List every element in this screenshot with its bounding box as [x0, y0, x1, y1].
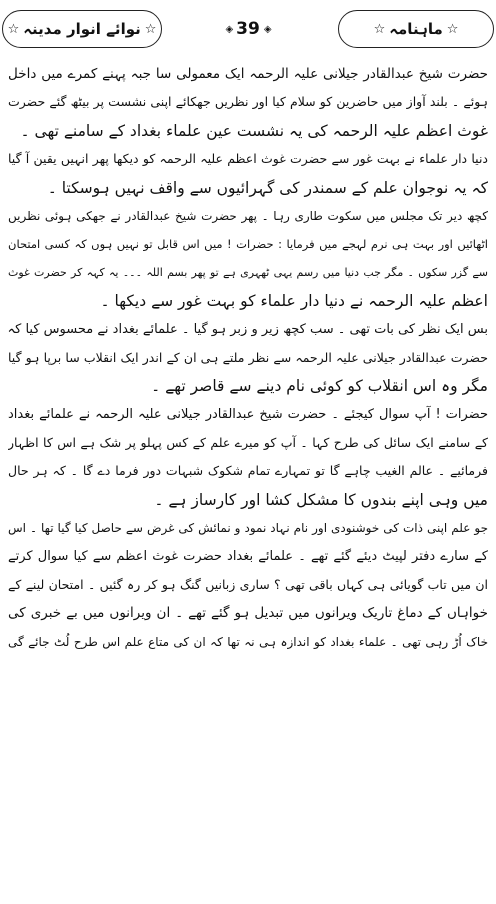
ornament-icon: ◈ [263, 23, 271, 35]
monthly-label: ماہنامہ [389, 20, 443, 38]
text-line: حضرات ! آپ سوال کیجئے ۔ حضرت شیخ عبدالقادر جیلانی علیہ الرحمہ نے علمائے بغداد [8, 406, 488, 422]
star-icon: ☆ [144, 21, 157, 37]
text-line: بس ایک نظر کی بات تھی ۔ سب کچھ زیر و زبر ہو گیا ۔ علمائے بغداد نے محسوس کیا کہ [8, 321, 488, 337]
text-line: خاک اُڑ رہی تھی ۔ علماء بغداد کو اندازہ ہی نہ تھا کہ ان کی متاع علم اس طرح لُٹ جائے گی [8, 634, 488, 649]
page-number-value: 39 [236, 19, 260, 39]
magazine-name-badge [2, 10, 162, 48]
text-line: فرمائیے ۔ عالم الغیب چاہے گا تو تمہارے تمام شکوک شبہات دور فرما دے گا ۔ کہ ہر حال [8, 463, 488, 479]
star-icon: ☆ [7, 21, 20, 37]
text-line: ہوئے ۔ بلند آواز میں حاضرین کو سلام کیا اور نظریں جھکائے اپنی نشست پر بیٹھ گئے حضرت [8, 94, 488, 110]
text-line: اٹھائیں اور بہت ہی نرم لہجے میں فرمایا : حضرات ! میں اس قابل تو نہیں ہوں کہ کسی امتحان [8, 237, 488, 252]
text-line: سے گزر سکوں ۔ مگر جب دنیا میں رسم یہی ٹھہری ہے تو پھر بسم اللہ ۔۔۔ یہ کہہ کر حضرت غوث [8, 265, 488, 279]
text-line: حضرت شیخ عبدالقادر جیلانی علیہ الرحمہ ایک معمولی سا جبہ پہنے کمرے میں داخل [8, 66, 488, 82]
monthly-badge [338, 10, 494, 48]
text-line: ان میں تاب گویائی ہی کہاں باقی تھی ؟ ساری زبانیں گنگ ہو کر رہ گئیں ۔ امتحان لینے کے [8, 577, 488, 593]
magazine-name: نوائے انوار مدینہ [23, 20, 141, 38]
text-line: خواہاں کے دماغ تاریک ویرانوں میں تبدیل ہو گئے تھے ۔ ان ویرانوں میں بے خبری کی [8, 605, 488, 622]
page-number [196, 14, 300, 44]
text-line: کے سارے دفتر لپیٹ دیئے گئے تھے ۔ علمائے بغداد حضرت غوث اعظم سے کیا سوال کرتے [8, 548, 488, 564]
text-line: کچھ دیر تک مجلس میں سکوت طاری رہا ۔ پھر حضرت شیخ عبدالقادر نے جھکی ہوئی نظریں [8, 208, 488, 223]
text-line: مگر وہ اس انقلاب کو کوئی نام دینے سے قاصر تھے ۔ [151, 377, 488, 396]
text-line: میں وہی اپنے بندوں کا مشکل کشا اور کارساز ہے ۔ [154, 490, 488, 509]
text-line: حضرت عبدالقادر جیلانی علیہ الرحمہ سے نظر ملتے ہی ان کے اندر ایک انقلاب سا برپا ہو گیا [8, 349, 488, 365]
text-line: کہ یہ نوجوان علم کے سمندر کی گہرائیوں سے واقف نہیں ہوسکتا ۔ [47, 178, 488, 197]
text-line: غوث اعظم علیہ الرحمہ کی یہ نشست عین علماء بغداد کے سامنے تھی ۔ [20, 121, 488, 140]
page-header [0, 4, 496, 54]
text-line: جو علم اپنی ذات کی خوشنودی اور نام نہاد نمود و نمائش کی غرض سے حاصل کیا گیا تھا ۔ اس [8, 521, 488, 536]
text-line: کے سامنے ایک سائل کی طرح کہا ۔ آپ کو میرے علم کے کس پہلو پر شک ہے اس کا اظہار [8, 435, 488, 451]
text-line: اعظم علیہ الرحمہ نے دنیا دار علماء کو بہت غور سے دیکھا ۔ [100, 292, 488, 311]
ornament-icon: ◈ [225, 23, 233, 35]
star-icon: ☆ [446, 21, 459, 37]
star-icon: ☆ [373, 21, 386, 37]
text-line: دنیا دار علماء نے بہت غور سے حضرت غوث اعظم علیہ الرحمہ کو دیکھا پھر انہیں یقین آ گیا [8, 151, 488, 167]
article-body [8, 60, 488, 900]
